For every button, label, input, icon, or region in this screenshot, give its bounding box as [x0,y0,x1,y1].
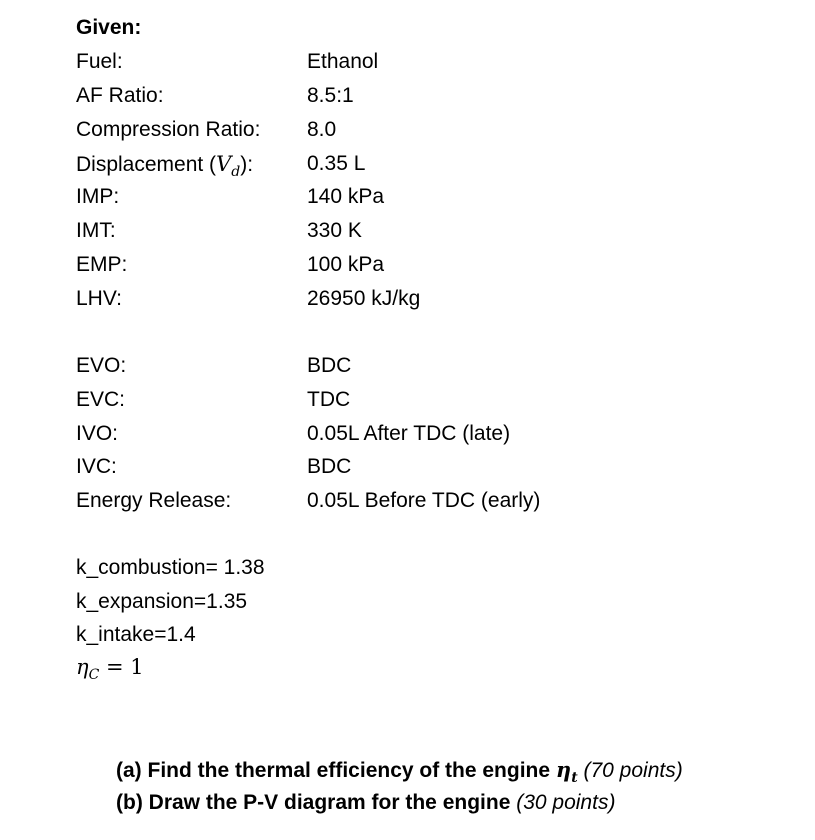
math-sub-c: C [88,667,100,684]
timing-value: BDC [307,455,352,478]
param-value: 330 K [307,219,362,242]
param-label: IMP: [76,185,120,208]
param-row-compression-ratio [76,118,676,148]
eta-c-line [76,655,144,683]
param-label: EMP: [76,253,128,276]
param-value: 140 kPa [307,185,385,208]
param-label: LHV: [76,287,122,310]
question-a-points: (70 points) [577,759,683,782]
question-a [116,757,683,786]
label-suffix: ): [240,153,254,176]
timing-label: EVC: [76,388,126,411]
param-row-displacement [76,152,676,182]
param-label: Fuel: [76,50,123,73]
param-value: 100 kPa [307,253,385,276]
param-label [76,152,253,180]
math-eta-t: η [555,757,572,782]
math-var-v: V [216,152,232,176]
param-value: 8.0 [307,118,337,141]
param-label: Compression Ratio: [76,118,261,141]
question-a-text: (a) Find the thermal efficiency of the engine [116,759,556,782]
param-value: 26950 kJ/kg [307,287,421,310]
param-row-imt [76,219,676,249]
k-expansion: k_expansion=1.35 [76,590,248,613]
math-equals-one: = 1 [99,655,144,679]
question-b-points: (30 points) [516,791,616,814]
heading-given: Given: [76,16,142,39]
question-b [116,791,615,815]
param-row-af-ratio [76,84,676,114]
math-sub-d: d [231,164,241,181]
timing-label: IVC: [76,455,117,478]
timing-row-energy-release [76,489,676,519]
param-label: IMT: [76,219,116,242]
timing-value: BDC [307,354,352,377]
k-combustion: k_combustion= 1.38 [76,556,265,579]
timing-label: EVO: [76,354,127,377]
timing-value: 0.05L Before TDC (early) [307,489,541,512]
param-value: 8.5:1 [307,84,354,107]
param-value: Ethanol [307,50,379,73]
question-b-text: (b) Draw the P-V diagram for the engine [116,791,517,814]
timing-row-ivo [76,422,676,452]
param-label: AF Ratio: [76,84,164,107]
timing-row-evc [76,388,676,418]
timing-value: 0.05L After TDC (late) [307,422,511,445]
timing-label: IVO: [76,422,119,445]
timing-row-evo [76,354,676,384]
timing-label: Energy Release: [76,489,232,512]
k-intake: k_intake=1.4 [76,623,196,646]
math-eta: η [76,655,89,679]
param-row-lhv [76,287,676,317]
param-value: 0.35 L [307,152,366,175]
timing-value: TDC [307,388,351,411]
timing-row-ivc [76,455,676,485]
param-row-emp [76,253,676,283]
param-row-fuel [76,50,676,80]
label-prefix: Displacement ( [76,153,217,176]
math-sub-t: t [571,770,578,787]
param-row-imp [76,185,676,215]
